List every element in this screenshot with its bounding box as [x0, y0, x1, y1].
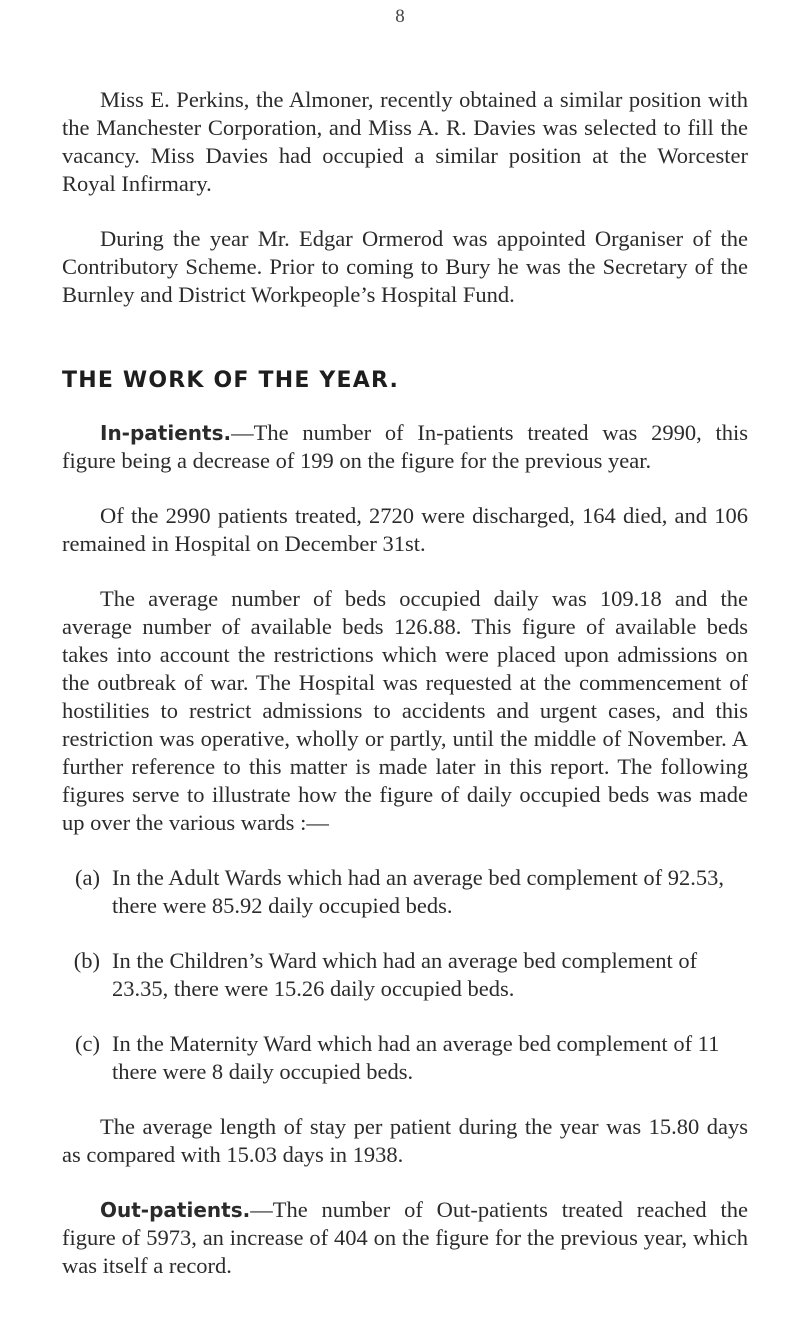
- paragraph-length-of-stay: The average length of stay per patient during the year was 15.80 days as compared with 15.03 days in 1938.: [62, 1114, 748, 1167]
- list-item-childrens-ward: [62, 947, 748, 1003]
- paragraph-almoner: Miss E. Perkins, the Almoner, recently obtained a similar position with the Manchester Corporation, and Miss A. R. Davies was selected to fill the vacancy. Miss Davies had occupied a similar position at the Worcester Royal Infirmary.: [62, 87, 748, 196]
- list-marker: (b): [73, 948, 100, 973]
- paragraph-discharged: Of the 2990 patients treated, 2720 were discharged, 164 died, and 106 remained in Hospital on December 31st.: [62, 503, 748, 556]
- outpatients-run-in-heading: Out-patients.: [100, 1198, 251, 1222]
- list-item-text: In the Children’s Ward which had an average bed complement of 23.35, there were 15.26 daily occupied beds.: [112, 948, 698, 1001]
- list-item-adult-wards: [62, 864, 748, 920]
- list-item-text: In the Maternity Ward which had an average bed complement of 11 there were 8 daily occupied beds.: [112, 1031, 720, 1084]
- outpatients-text: —The number of Out-patients treated reached the figure of 5973, an increase of 404 on the figure for the previous year, which was itself a record.: [62, 1197, 748, 1278]
- list-item-maternity-ward: [62, 1030, 748, 1086]
- paragraph-outpatients: [62, 1196, 748, 1280]
- inpatients-run-in-heading: In-patients.: [100, 421, 232, 445]
- paragraph-inpatients: [62, 419, 748, 475]
- page-number: 8: [395, 6, 405, 27]
- paragraph-organiser: During the year Mr. Edgar Ormerod was appointed Organiser of the Contributory Scheme. Prior to coming to Bury he was the Secretary of the Burnley and District Workpeople’s Hospital Fund.: [62, 226, 748, 307]
- inpatients-text: —The number of In-patients treated was 2990, this figure being a decrease of 199 on the figure for the previous year.: [62, 420, 748, 473]
- list-marker: (a): [75, 865, 100, 890]
- list-marker: (c): [75, 1031, 100, 1056]
- list-item-text: In the Adult Wards which had an average bed complement of 92.53, there were 85.92 daily occupied beds.: [112, 865, 724, 918]
- section-heading: THE WORK OF THE YEAR.: [62, 368, 400, 393]
- page-body: [62, 86, 748, 1280]
- paragraph-beds: The average number of beds occupied daily was 109.18 and the average number of available beds 126.88. This figure of available beds takes into account the restrictions which were placed upon admissions on the outbreak of war. The Hospital was requested at the commencement of hostilities to restrict admissions to accidents and urgent cases, and this restriction was operative, wholly or partly, until the middle of November. A further reference to this matter is made later in this report. The following figures serve to illustrate how the figure of daily occupied beds was made up over the various wards :—: [62, 586, 748, 835]
